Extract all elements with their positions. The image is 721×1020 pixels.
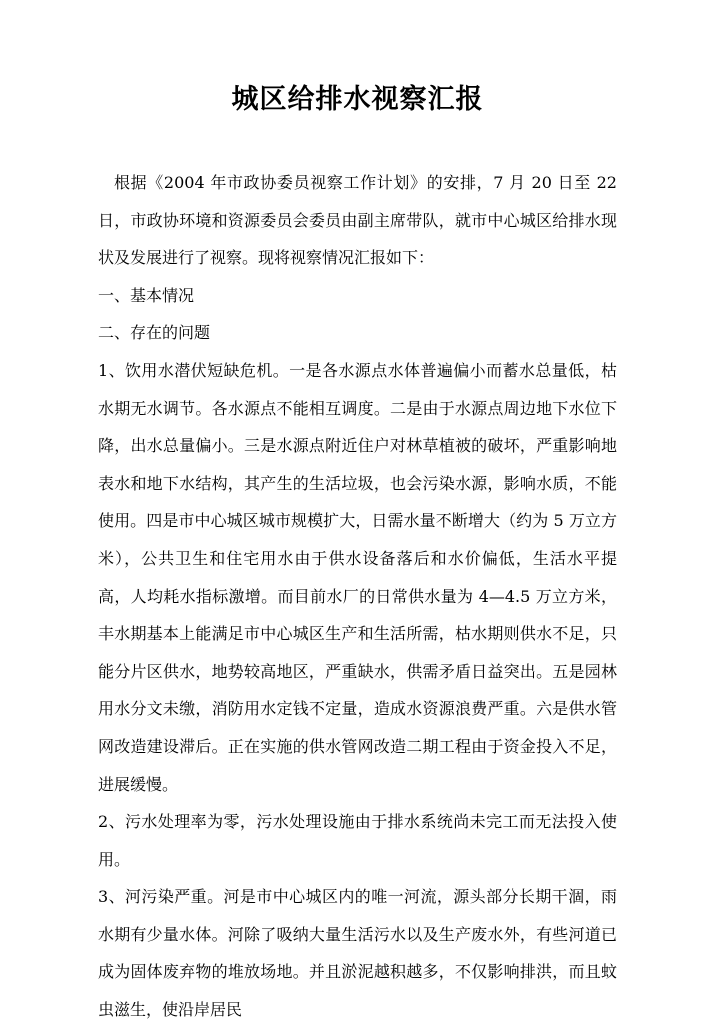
paragraph-problem-item-3: 3、河污染严重。河是市中心城区内的唯一河流，源头部分长期干涸，雨水期有少量水体。河除了吸纳大量生活污水以及生产废水外，有些河道已成为固体废弃物的堆放场地。并且淤泥越积越多，不仅影响排洪，而且蚊虫滋生，使沿岸居民 — [98, 887, 617, 1020]
paragraph-section-heading-1: 一、基本情况 — [98, 285, 195, 305]
paragraph-intro: 根据《2004 年市政协委员视察工作计划》的安排，7 月 20 日至 22 日，市政协环境和资源委员会委员由副主席带队，就市中心城区给排水现状及发展进行了视察。现将视察情况汇报如下： — [98, 173, 617, 268]
document-title: 城区给排水视察汇报 — [231, 84, 484, 115]
paragraph-problem-item-2: 2、污水处理率为零，污水处理设施由于排水系统尚未完工而无法投入使用。 — [98, 812, 617, 869]
paragraph-problem-item-1: 1、饮用水潜伏短缺危机。一是各水源点水体普遍偏小而蓄水总量低，枯水期无水调节。各水源点不能相互调度。二是由于水源点周边地下水位下降，出水总量偏小。三是水源点附近住户对林草植被的破坏，严重影响地表水和地下水结构，其产生的生活垃圾，也会污染水源，影响水质，不能使用。四是市中心城区城市规模扩大，日需水量不断增大（约为 5 万立方米），公共卫生和住宅用水由于供水设备落后和水价偏低，生活水平提高，人均耗水指标激增。而目前水厂的日常供水量为 4—4.5 万立方米，丰水期基本上能满足市中心城区生产和生活所需，枯水期则供水不足，只能分片区供水，地势较高地区，严重缺水，供需矛盾日益突出。五是园林用水分文未缴，消防用水定钱不定量，造成水资源浪费严重。六是供水管网改造建设滞后。正在实施的供水管网改造二期工程由于资金投入不足，进展缓慢。 — [98, 360, 617, 794]
document-body — [98, 164, 617, 1020]
paragraph-section-heading-2: 二、存在的问题 — [98, 323, 211, 343]
